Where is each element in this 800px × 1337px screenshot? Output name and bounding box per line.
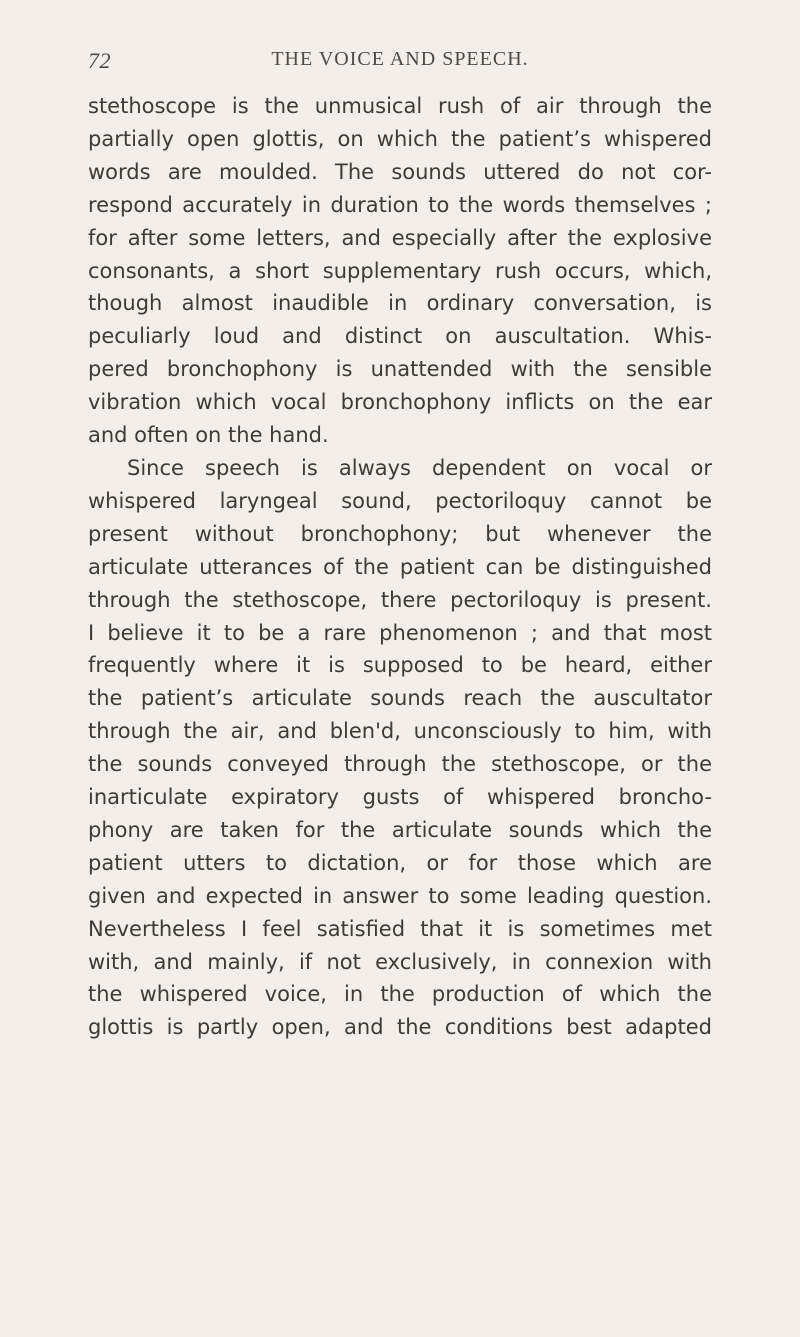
running-header bbox=[88, 48, 712, 78]
text-line: frequently where it is supposed to be heard, either bbox=[88, 653, 712, 678]
text-line: phony are taken for the articulate sounds which the bbox=[88, 817, 712, 842]
text-line: and often on the hand. bbox=[88, 423, 329, 448]
text-line: partially open glottis, on which the patient’s whispered bbox=[88, 126, 712, 151]
page-number: 72 bbox=[88, 48, 111, 73]
text-line: for after some letters, and especially after the explosive bbox=[88, 225, 712, 250]
text-line: Since speech is always dependent on vocal or bbox=[127, 455, 712, 480]
text-line: with, and mainly, if not exclusively, in connexion with bbox=[88, 949, 712, 974]
text-line: patient utters to dictation, or for those which are bbox=[88, 850, 712, 875]
text-line: present without bronchophony; but whenever the bbox=[88, 521, 712, 546]
text-line: through the stethoscope, there pectoriloquy is present. bbox=[88, 587, 712, 612]
text-line: words are moulded. The sounds uttered do not cor- bbox=[88, 159, 712, 184]
text-line: inarticulate expiratory gusts of whispered broncho- bbox=[88, 785, 712, 810]
paragraph bbox=[88, 452, 712, 1044]
text-line: whispered laryngeal sound, pectoriloquy cannot be bbox=[88, 488, 712, 513]
text-line: vibration which vocal bronchophony inflicts on the ear bbox=[88, 390, 712, 415]
text-line: I believe it to be a rare phenomenon ; and that most bbox=[88, 620, 712, 645]
text-line: the patient’s articulate sounds reach the auscultator bbox=[88, 686, 712, 711]
text-line: stethoscope is the unmusical rush of air through the bbox=[88, 94, 712, 118]
text-line: glottis is partly open, and the conditions best adapted bbox=[88, 1015, 712, 1040]
body-text bbox=[88, 90, 712, 1044]
text-line: given and expected in answer to some leading question. bbox=[88, 883, 712, 908]
text-line: the sounds conveyed through the stethoscope, or the bbox=[88, 752, 712, 777]
text-line: Nevertheless I feel satisfied that it is sometimes met bbox=[88, 916, 712, 941]
text-line: pered bronchophony is unattended with the sensible bbox=[88, 357, 712, 382]
text-line: peculiarly loud and distinct on auscultation. Whis- bbox=[88, 324, 712, 349]
text-line: the whispered voice, in the production of which the bbox=[88, 982, 712, 1007]
text-line: though almost inaudible in ordinary conversation, is bbox=[88, 291, 712, 316]
paragraph bbox=[88, 90, 712, 452]
text-line: respond accurately in duration to the words themselves ; bbox=[88, 192, 712, 217]
text-line: consonants, a short supplementary rush occurs, which, bbox=[88, 258, 712, 283]
text-line: articulate utterances of the patient can be distinguished bbox=[88, 554, 712, 579]
text-line: through the air, and blen'd, unconsciously to him, with bbox=[88, 719, 712, 744]
running-title: THE VOICE AND SPEECH. bbox=[271, 48, 529, 70]
